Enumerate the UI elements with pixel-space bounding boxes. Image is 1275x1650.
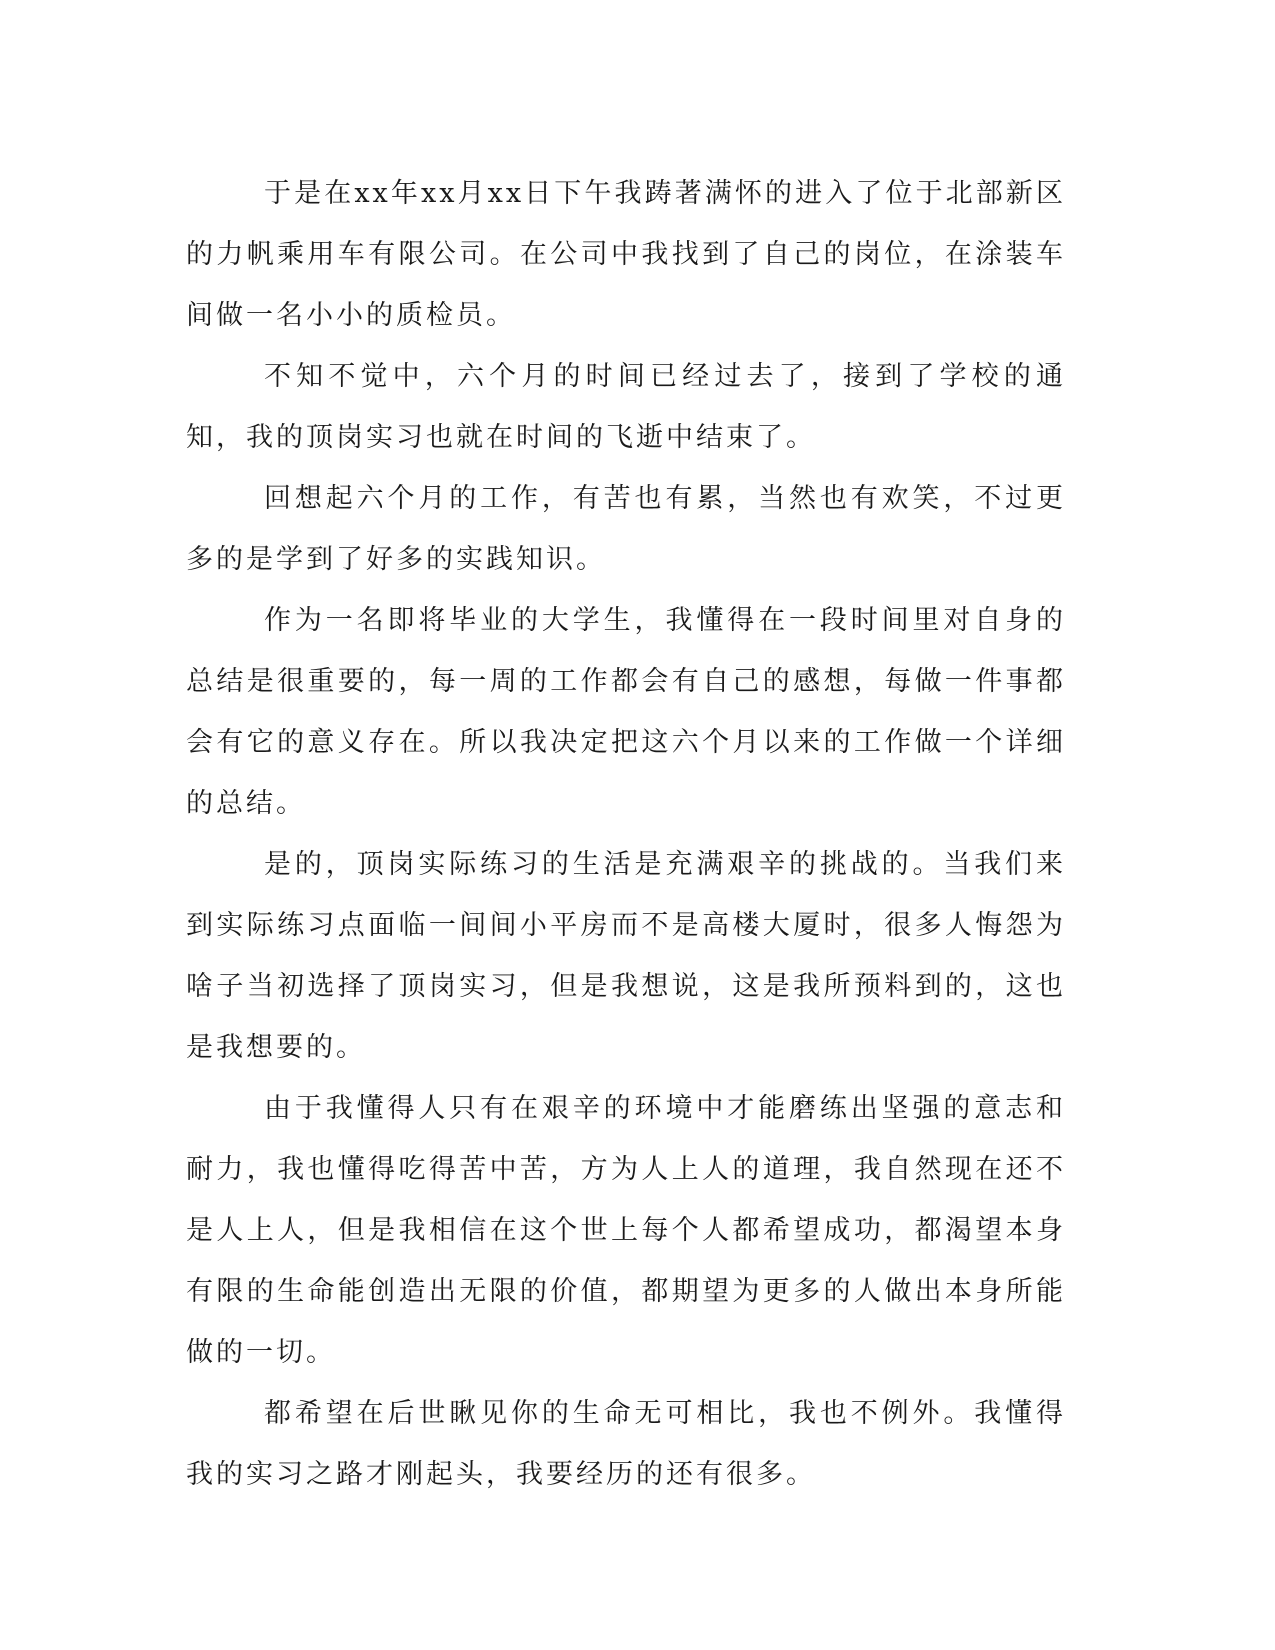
document-body: [186, 163, 1066, 1505]
paragraph-2: 不知不觉中，六个月的时间已经过去了，接到了学校的通知，我的顶岗实习也就在时间的飞逝中结束了。: [186, 361, 1066, 453]
paragraph-1: 于是在xx年xx月xx日下午我踌著满怀的进入了位于北部新区的力帆乘用车有限公司。在公司中我找到了自己的岗位，在涂装车间做一名小小的质检员。: [186, 178, 1066, 331]
paragraph-5: 是的，顶岗实际练习的生活是充满艰辛的挑战的。当我们来到实际练习点面临一间间小平房而不是高楼大厦时，很多人悔怨为啥子当初选择了顶岗实习，但是我想说，这是我所预料到的，这也是我想要的。: [186, 849, 1066, 1063]
paragraph-6: 由于我懂得人只有在艰辛的环境中才能磨练出坚强的意志和耐力，我也懂得吃得苦中苦，方为人上人的道理，我自然现在还不是人上人，但是我相信在这个世上每个人都希望成功，都渴望本身有限的生命能创造出无限的价值，都期望为更多的人做出本身所能做的一切。: [186, 1093, 1066, 1368]
paragraph-7: 都希望在后世瞅见你的生命无可相比，我也不例外。我懂得我的实习之路才刚起头，我要经历的还有很多。: [186, 1398, 1066, 1490]
paragraph-4: 作为一名即将毕业的大学生，我懂得在一段时间里对自身的总结是很重要的，每一周的工作都会有自己的感想，每做一件事都会有它的意义存在。所以我决定把这六个月以来的工作做一个详细的总结。: [186, 605, 1066, 819]
paragraph-3: 回想起六个月的工作，有苦也有累，当然也有欢笑，不过更多的是学到了好多的实践知识。: [186, 483, 1066, 575]
